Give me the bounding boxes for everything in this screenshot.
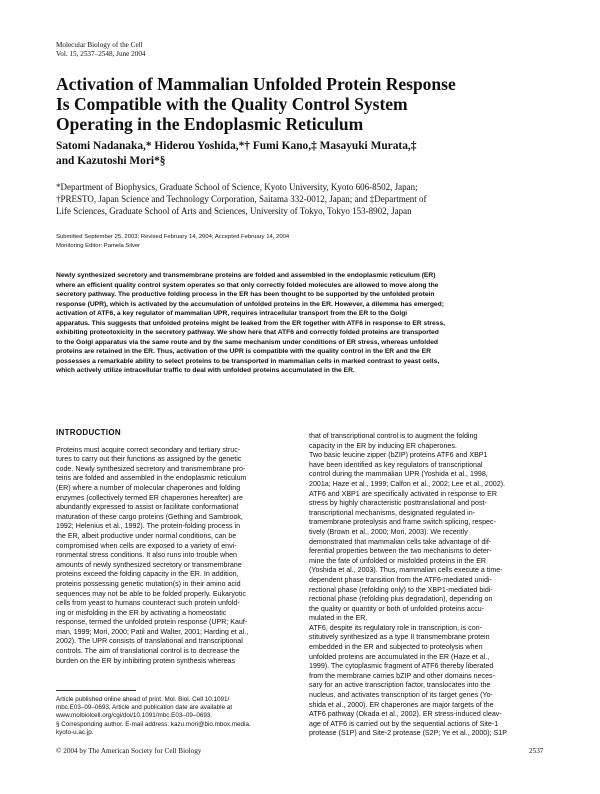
body-line: control during the mammalian UPR (Yoshida et al., 1998, — [309, 470, 488, 479]
affiliation-line: *Department of Biophysics, Graduate School of Science, Kyoto University, Kyoto 606-8502, Japan; — [56, 182, 418, 192]
abstract-line: exhibiting proteotoxicity in the secretory pathway. We show here that ATF6 and correctly folded proteins are transported — [56, 329, 439, 337]
body-line: unfolded proteins are accumulated in the ER (Haze et al., — [309, 652, 490, 661]
footnote-line: kyoto-u.ac.jp. — [56, 728, 94, 736]
body-line: protease (S1P) and Site-2 protease (S2P; Ye et al., 2000); S1P — [309, 729, 507, 738]
body-line: sary for an active transcription factor, translocates into the — [309, 681, 491, 690]
body-line: cells from yeast to humans counteract such protein unfold- — [56, 599, 240, 608]
footnote-line: § Corresponding author. E-mail address: kazu.mori@bio.mbox.media. — [56, 720, 251, 728]
body-line: ATF6, despite its regulatory role in transcription, is con- — [309, 623, 482, 632]
monitoring-editor: Monitoring Editor: Pamela Silver — [56, 242, 141, 249]
body-line: proteins possessing genetic mutation(s) in their amino acid — [56, 579, 241, 588]
right-column — [309, 432, 546, 739]
body-line: demonstrated that mammalian cells take advantage of dif- — [309, 537, 492, 546]
body-line: ATF6 and XBP1 are specifically activated in response to ER — [309, 489, 497, 498]
journal-name: Molecular Biology of the Cell — [56, 41, 143, 49]
body-line: Proteins must acquire correct secondary and tertiary struc- — [56, 445, 241, 454]
body-line: shida et al., 2000). ER chaperones are major targets of the — [309, 700, 494, 709]
body-line: abundantly expressed to assist or facilitate conformational — [56, 503, 239, 512]
body-line: Two basic leucine zipper (bZIP) proteins ATF6 and XBP1 — [309, 451, 488, 460]
body-line: stitutively synthesized as a type II transmembrane protein — [309, 633, 490, 642]
footnotes — [56, 696, 296, 737]
body-line: controls. The aim of translational control is to decrease the — [56, 647, 240, 656]
footnote-divider — [56, 690, 136, 691]
abstract-line: where an efficient quality control system operates so that only correctly folded molecules are allowed to move along the — [56, 281, 439, 289]
abstract-line: activation of ATF6, a key regulator of mammalian UPR, requires intracellular transport from the ER to the Golgi — [56, 310, 408, 318]
body-line: mulated in the ER. — [309, 614, 368, 623]
footnote-line: Article published online ahead of print. Mol. Biol. Cell 10.1091/ — [56, 696, 230, 703]
abstract — [56, 271, 546, 376]
body-line: tures to carry out their functions as assigned by the genetic — [56, 455, 242, 464]
body-line: 2001a; Haze et al., 1999; Calfon et al., 2002; Lee et al., 2002). — [309, 479, 506, 488]
body-line: dependent phase transition from the ATF6-mediated unidi- — [309, 575, 492, 584]
abstract-line: proteins are retained in the ER. Thus, activation of the UPR is compatible with the quality control in the ER and the ER — [56, 348, 431, 356]
copyright-notice: © 2004 by The American Society for Cell Biology — [56, 747, 202, 755]
title-line: Is Compatible with the Quality Control System — [56, 94, 408, 114]
body-line: tramembrane proteolysis and frame switch splicing, respec- — [309, 518, 496, 527]
body-line: compromised when cells are exposed to a variety of envi- — [56, 541, 237, 550]
abstract-line: response (UPR), which is activated by the accumulation of unfolded proteins in the ER. However, a dilemma has emerged; — [56, 300, 444, 308]
body-line: code. Newly synthesized secretory and transmembrane pro- — [56, 464, 246, 473]
body-line: 1999). The cytoplasmic fragment of ATF6 thereby liberated — [309, 662, 494, 671]
body-line: the ER, albeit productive under normal conditions, can be — [56, 531, 237, 540]
abstract-line: to the Golgi apparatus via the same route and by the same mechanism under conditions of ER stress, whereas unfolded — [56, 338, 439, 346]
body-line: age of ATF6 is carried out by the sequential actions of Site-1 — [309, 719, 499, 728]
body-line: burden on the ER by inhibiting protein synthesis whereas — [56, 656, 236, 665]
body-line: embedded in the ER and subjected to proteolysis when — [309, 643, 483, 652]
abstract-line: which actively utilize intracellular traffic to deal with unfolded proteins accumulated in the ER. — [56, 367, 355, 375]
body-line: capacity in the ER by inducing ER chaperones. — [309, 441, 457, 450]
body-line: enzymes (collectively termed ER chaperones hereafter) are — [56, 493, 243, 502]
affiliation-line: Life Sciences, Graduate School of Arts and Sciences, University of Tokyo, Tokyo 153-8902, Japan — [56, 206, 412, 217]
journal-volume: Vol. 15, 2537–2548, June 2004 — [56, 50, 146, 58]
body-line: transcriptional mechanisms, designated regulated in- — [309, 508, 476, 517]
title-line: Operating in the Endoplasmic Reticulum — [56, 114, 364, 134]
body-line: mine the fate of unfolded or misfolded proteins in the ER — [309, 556, 487, 565]
body-line: proteins exceed the folding capacity in the ER. In addition, — [56, 570, 239, 579]
body-line: ronmental stress conditions. It also runs into trouble when — [56, 551, 237, 560]
body-line: man, 1999; Mori, 2000; Patil and Walter, 2001; Harding et al., — [56, 627, 249, 636]
page-number: 2537 — [529, 747, 544, 755]
body-line: stress by highly characteristic posttranslational and post- — [309, 499, 487, 508]
submission-dates: Submitted September 25, 2003; Revised February 14, 2004; Accepted February 14, 2004 — [56, 234, 290, 240]
body-line: sequences may not be able to be folded properly. Eukaryotic — [56, 589, 246, 598]
body-line: teins are folded and assembled in the endoplasmic reticulum — [56, 474, 247, 483]
body-line: 1992; Helenius et al., 1992). The protein-folding process in — [56, 522, 241, 531]
section-heading-introduction: INTRODUCTION — [56, 428, 121, 437]
author-line: and Kazutoshi Mori*§ — [56, 155, 166, 167]
body-line: rectional phase (refolding plus degradation), depending on — [309, 595, 493, 604]
journal-header — [56, 41, 146, 59]
abstract-line: Newly synthesized secretory and transmembrane proteins are folded and assembled in the endoplasmic reticulum (ER) — [56, 272, 436, 279]
body-line: maturation of these cargo proteins (Gething and Sambrook, — [56, 512, 243, 521]
article-title — [56, 74, 556, 134]
affiliations — [56, 181, 556, 217]
abstract-line: possesses a remarkable ability to select proteins to be transported in mammalian cells in marked contrast to yeast cells, — [56, 357, 440, 365]
affiliation-line: †PRESTO, Japan Science and Technology Corporation, Saitama 332-0012, Japan; and ‡Department of — [56, 194, 427, 205]
body-line: ATF6 pathway (Okada et al., 2002). ER stress-induced cleav- — [309, 710, 502, 719]
body-line: (Yoshida et al., 2003). Thus, mammalian cells execute a time- — [309, 566, 503, 575]
title-line: Activation of Mammalian Unfolded Protein Response — [56, 74, 456, 94]
body-line: the quality or quantity or both of unfolded proteins accu- — [309, 604, 485, 613]
body-line: tively (Brown et al., 2000; Mori, 2003). We recently — [309, 527, 468, 536]
body-line: ferential properties between the two mechanisms to deter- — [309, 547, 492, 556]
body-line: have been identified as key regulators of transcriptional — [309, 460, 483, 469]
body-line: ing or misfolding in the ER by activating a homeostatic — [56, 608, 227, 617]
body-line: amounts of newly synthesized secretory or transmembrane — [56, 560, 242, 569]
left-column — [56, 428, 293, 666]
body-line: 2002). The UPR consists of translational and transcriptional — [56, 637, 243, 646]
footnote-line: mbc.E03–09–0693. Article and publication date are available at — [56, 704, 233, 712]
body-line: response, termed the unfolded protein response (UPR; Kauf- — [56, 618, 248, 627]
abstract-line: secretory pathway. The productive folding process in the ER has been thought to be supported by the unfolded protein — [56, 291, 435, 299]
abstract-line: apparatus. This suggests that unfolded proteins might be leaked from the ER together with ATF6 in response to ER stress, — [56, 319, 446, 327]
footnote-line: www.molbiolcell.org/cgi/doi/10.1091/mbc.E03–09–0693. — [56, 712, 213, 720]
body-line: rectional phase (refolding only) to the XBP1-mediated bidi- — [309, 585, 493, 594]
body-line: (ER) where a number of molecular chaperones and folding — [56, 483, 241, 492]
body-line: that of transcriptional control is to augment the folding — [309, 432, 478, 440]
author-line: Satomi Nadanaka,* Hiderou Yoshida,*† Fumi Kano,‡ Masayuki Murata,‡ — [56, 140, 417, 152]
submission-info — [56, 233, 289, 250]
author-list — [56, 139, 556, 169]
body-line: nucleus, and activates transcription of its target genes (Yo- — [309, 691, 493, 700]
body-line: from the membrane carries bZIP and other domains neces- — [309, 671, 495, 680]
